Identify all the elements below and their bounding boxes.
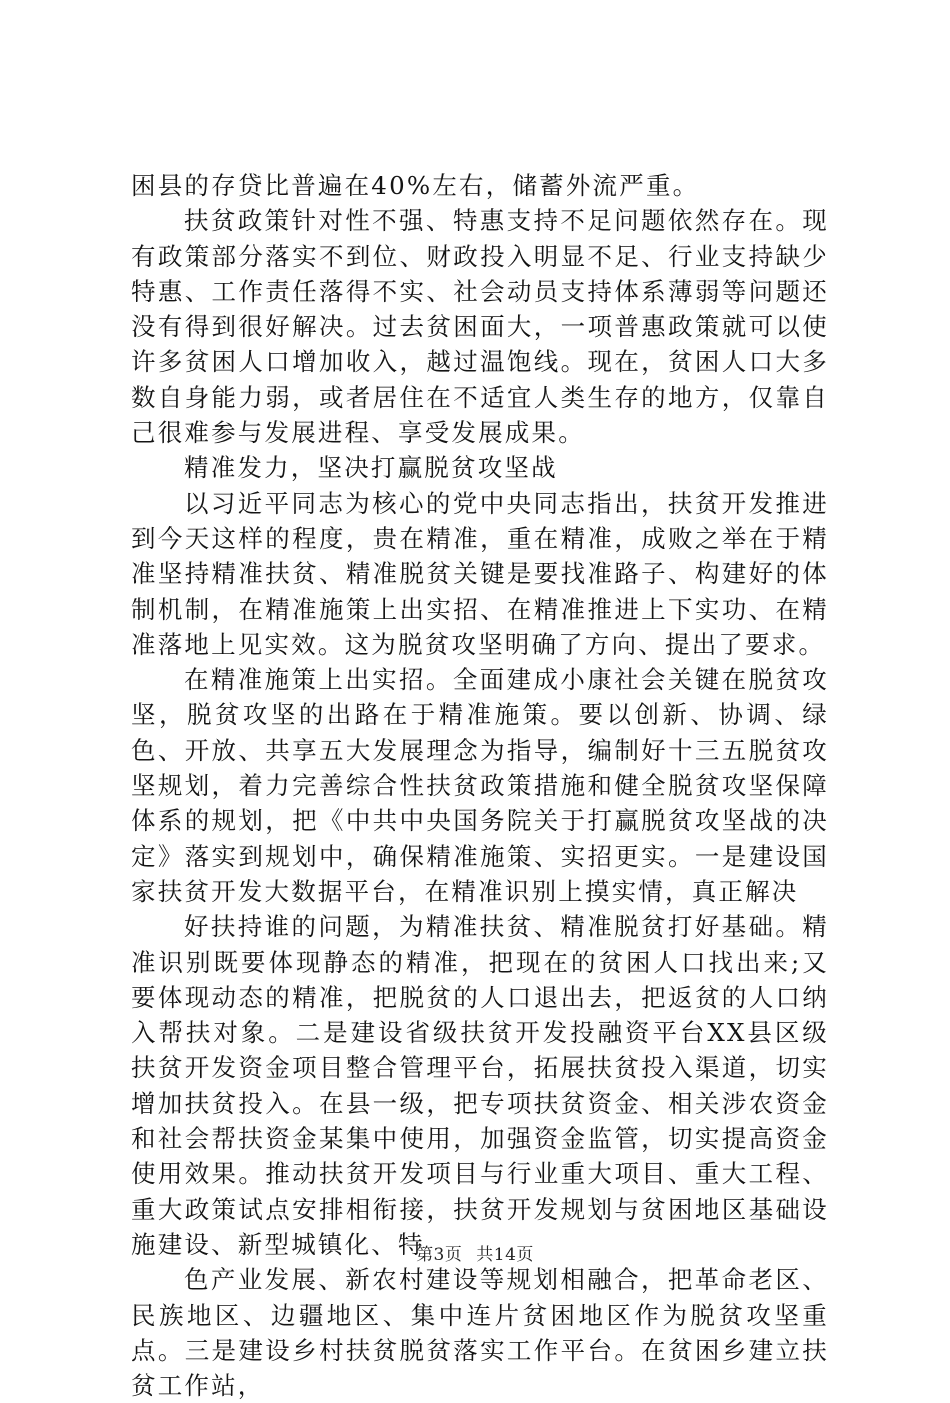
page-footer [0, 1244, 950, 1266]
document-body [131, 168, 829, 1403]
paragraph: 好扶持谁的问题，为精准扶贫、精准脱贫打好基础。精准识别既要体现静态的精准，把现在的贫困人口找出来;又要体现动态的精准，把脱贫的人口退出去，把返贫的人口纳入帮扶对象。二是建设省级扶贫开发投融资平台XX县区级扶贫开发资金项目整合管理平台，拓展扶贫投入渠道，切实增加扶贫投入。在县一级，把专项扶贫资金、相关涉农资金和社会帮扶资金某集中使用，加强资金监管，切实提高资金使用效果。推动扶贫开发项目与行业重大项目、重大工程、重大政策试点安排相衔接，扶贫开发规划与贫困地区基础设施建设、新型城镇化、特 [131, 912, 829, 1259]
paragraph: 色产业发展、新农村建设等规划相融合，把革命老区、民族地区、边疆地区、集中连片贫困地区作为脱贫攻坚重点。三是建设乡村扶贫脱贫落实工作平台。在贫困乡建立扶贫工作站， [131, 1265, 829, 1401]
section-heading: 精准发力，坚决打赢脱贫攻坚战 [184, 453, 558, 483]
paragraph: 在精准施策上出实招。全面建成小康社会关键在脱贫攻坚，脱贫攻坚的出路在于精准施策。要以创新、协调、绿色、开放、共享五大发展理念为指导，编制好十三五脱贫攻坚规划，着力完善综合性扶贫政策措施和健全脱贫攻坚保障体系的规划，把《中共中央国务院关于打赢脱贫攻坚战的决定》落实到规划中，确保精准施策、实招更实。一是建设国家扶贫开发大数据平台，在精准识别上摸实情，真正解决 [131, 665, 829, 906]
paragraph: 困县的存贷比普遍在40%左右，储蓄外流严重。 [131, 171, 700, 200]
paragraph: 扶贫政策针对性不强、特惠支持不足问题依然存在。现有政策部分落实不到位、财政投入明显不足、行业支持缺少特惠、工作责任落得不实、社会动员支持体系薄弱等问题还没有得到很好解决。过去贫困面大，一项普惠政策就可以使许多贫困人口增加收入，越过温饱线。现在，贫困人口大多数自身能力弱，或者居住在不适宜人类生存的地方，仅靠自己很难参与发展进程、享受发展成果。 [131, 206, 829, 448]
page-number: 第3页 [416, 1245, 463, 1265]
page-total: 共14页 [476, 1245, 534, 1265]
paragraph: 以习近平同志为核心的党中央同志指出，扶贫开发推进到今天这样的程度，贵在精准，重在精准，成败之举在于精准坚持精准扶贫、精准脱贫关键是要找准路子、构建好的体制机制，在精准施策上出实招、在精准推进上下实功、在精准落地上见实效。这为脱贫攻坚明确了方向、提出了要求。 [131, 488, 829, 659]
